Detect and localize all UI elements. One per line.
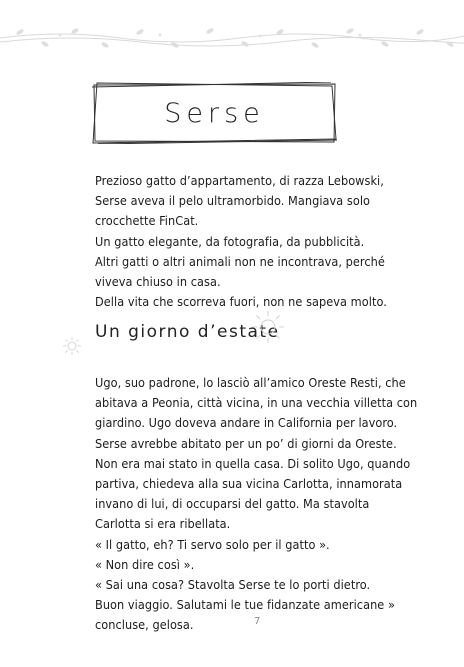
text-line: abitava a Peonia, città vicina, in una vecchia villetta con (95, 395, 418, 411)
paragraph-1 (95, 171, 415, 312)
text-line: Della vita che scorreva fuori, non ne sapeva molto. (95, 294, 387, 310)
text-line: Serse avrebbe abitato per un po’ di giorni da Oreste. (95, 435, 397, 451)
text-line: « Sai una cosa? Stavolta Serse te lo porti dietro. (95, 577, 371, 593)
paragraph-2 (95, 373, 418, 636)
text-line: « Il gatto, eh? Ti servo solo per il gatto ». (95, 536, 330, 552)
text-line: partiva, chiedeva alla sua vicina Carlotta, innamorata (95, 476, 403, 492)
small-sun-icon (62, 336, 82, 356)
text-line: giardino. Ugo doveva andare in California per lavoro. (95, 415, 398, 431)
text-line: concluse, gelosa. (95, 617, 194, 633)
text-line: Prezioso gatto d’appartamento, di razza Lebowski, (95, 173, 384, 188)
text-line: Carlotta si era ribellata. (95, 516, 231, 532)
text-line: Ugo, suo padrone, lo lasciò all’amico Oreste Resti, che (95, 375, 406, 390)
text-line: viveva chiuso in casa. (95, 274, 221, 290)
chapter-title-frame (92, 82, 337, 144)
text-line: Un gatto elegante, da fotografia, da pubblicità. (95, 233, 365, 249)
section-heading: Un giorno d’estate (95, 322, 280, 342)
text-line: Buon viaggio. Salutami le tue fidanzate americane » (95, 597, 395, 613)
text-line: invano di lui, di occuparsi del gatto. Ma stavolta (95, 496, 370, 512)
text-line: Altri gatti o altri animali non ne incontrava, perché (95, 253, 385, 269)
text-line: Serse aveva il pelo ultramorbido. Mangiava solo (95, 193, 371, 209)
chapter-title: Serse (164, 97, 265, 129)
vine-ornament (0, 20, 464, 50)
sun-icon (248, 307, 288, 347)
text-line: « Non dire così ». (95, 556, 195, 572)
text-line: Non era mai stato in quella casa. Di solito Ugo, quando (95, 455, 411, 471)
page-number: 7 (254, 616, 261, 627)
text-line: crocchette FinCat. (95, 213, 199, 229)
